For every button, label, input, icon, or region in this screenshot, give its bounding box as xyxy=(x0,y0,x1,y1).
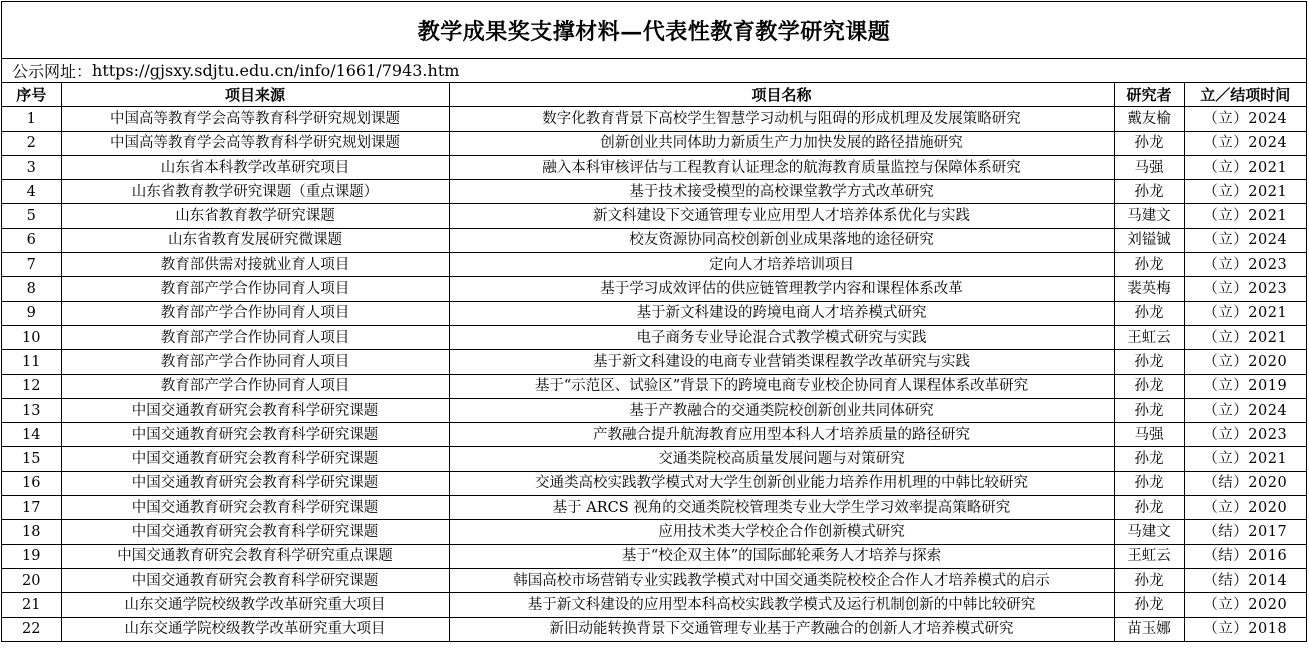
project-time: （立）2021 xyxy=(1184,204,1306,228)
project-time: （立）2021 xyxy=(1184,447,1306,471)
spreadsheet-sheet xyxy=(1,1,1307,642)
project-time: （立）2020 xyxy=(1184,593,1306,617)
row-number: 2 xyxy=(2,131,61,155)
table-row xyxy=(2,277,1306,301)
url-link[interactable]: https://gjsxy.sdjtu.edu.cn/info/1661/7943.htm xyxy=(92,61,460,80)
project-name: 新文科建设下交通管理专业应用型人才培养体系优化与实践 xyxy=(449,204,1114,228)
project-source: 山东省本科教学改革研究项目 xyxy=(61,155,449,179)
project-time: （结）2016 xyxy=(1184,544,1306,568)
project-name: 交通类院校高质量发展问题与对策研究 xyxy=(449,447,1114,471)
researcher: 孙龙 xyxy=(1114,593,1184,617)
row-number: 3 xyxy=(2,155,61,179)
project-name: 应用技术类大学校企合作创新模式研究 xyxy=(449,520,1114,544)
researcher: 王虹云 xyxy=(1114,544,1184,568)
project-time: （立）2019 xyxy=(1184,374,1306,398)
project-source: 教育部产学合作协同育人项目 xyxy=(61,277,449,301)
project-name: 校友资源协同高校创新创业成果落地的途径研究 xyxy=(449,228,1114,252)
row-number: 9 xyxy=(2,301,61,325)
project-source: 中国交通教育研究会教育科学研究课题 xyxy=(61,568,449,592)
project-name: 电子商务专业导论混合式教学模式研究与实践 xyxy=(449,325,1114,349)
table-row xyxy=(2,350,1306,374)
project-time: （立）2024 xyxy=(1184,131,1306,155)
title-row xyxy=(2,2,1306,59)
project-time: （结）2014 xyxy=(1184,568,1306,592)
row-number: 4 xyxy=(2,180,61,204)
table-row xyxy=(2,471,1306,495)
researcher: 孙龙 xyxy=(1114,471,1184,495)
row-number: 15 xyxy=(2,447,61,471)
project-name: 产教融合提升航海教育应用型本科人才培养质量的路径研究 xyxy=(449,423,1114,447)
researcher: 马强 xyxy=(1114,155,1184,179)
project-source: 中国交通教育研究会教育科学研究课题 xyxy=(61,447,449,471)
project-name: 基于“校企双主体”的国际邮轮乘务人才培养与探索 xyxy=(449,544,1114,568)
row-number: 17 xyxy=(2,496,61,520)
project-source: 山东省教育发展研究微课题 xyxy=(61,228,449,252)
project-time: （结）2020 xyxy=(1184,471,1306,495)
researcher: 戴友榆 xyxy=(1114,107,1184,131)
project-time: （立）2023 xyxy=(1184,253,1306,277)
project-source: 中国交通教育研究会教育科学研究课题 xyxy=(61,471,449,495)
row-number: 6 xyxy=(2,228,61,252)
table-row xyxy=(2,204,1306,228)
project-source: 教育部产学合作协同育人项目 xyxy=(61,325,449,349)
project-time: （立）2021 xyxy=(1184,155,1306,179)
project-time: （立）2024 xyxy=(1184,228,1306,252)
table-row xyxy=(2,568,1306,592)
researcher: 孙龙 xyxy=(1114,253,1184,277)
table-row xyxy=(2,301,1306,325)
row-number: 21 xyxy=(2,593,61,617)
researcher: 孙龙 xyxy=(1114,374,1184,398)
project-time: （立）2024 xyxy=(1184,398,1306,422)
table-row xyxy=(2,374,1306,398)
project-source: 教育部供需对接就业育人项目 xyxy=(61,253,449,277)
researcher: 孙龙 xyxy=(1114,447,1184,471)
project-time: （立）2023 xyxy=(1184,277,1306,301)
table-row xyxy=(2,617,1306,641)
project-source: 山东省教育教学研究课题 xyxy=(61,204,449,228)
project-source: 山东省教育教学研究课题（重点课题） xyxy=(61,180,449,204)
table-row xyxy=(2,155,1306,179)
header-project-name: 项目名称 xyxy=(449,83,1114,107)
url-label: 公示网址： xyxy=(12,62,93,81)
header-number: 序号 xyxy=(2,83,61,107)
project-source: 中国高等教育学会高等教育科学研究规划课题 xyxy=(61,131,449,155)
researcher: 孙龙 xyxy=(1114,568,1184,592)
row-number: 8 xyxy=(2,277,61,301)
project-time: （立）2023 xyxy=(1184,423,1306,447)
researcher: 刘镒铖 xyxy=(1114,228,1184,252)
project-source: 教育部产学合作协同育人项目 xyxy=(61,350,449,374)
row-number: 12 xyxy=(2,374,61,398)
row-number: 11 xyxy=(2,350,61,374)
header-source: 项目来源 xyxy=(61,83,449,107)
table-row xyxy=(2,447,1306,471)
project-name: 基于学习成效评估的供应链管理教学内容和课程体系改革 xyxy=(449,277,1114,301)
row-number: 20 xyxy=(2,568,61,592)
table-header-row xyxy=(2,83,1306,107)
row-number: 18 xyxy=(2,520,61,544)
row-number: 7 xyxy=(2,253,61,277)
row-number: 16 xyxy=(2,471,61,495)
table-row xyxy=(2,253,1306,277)
project-name: 基于新文科建设的跨境电商人才培养模式研究 xyxy=(449,301,1114,325)
project-name: 融入本科审核评估与工程教育认证理念的航海教育质量监控与保障体系研究 xyxy=(449,155,1114,179)
project-name: 基于 ARCS 视角的交通类院校管理类专业大学生学习效率提高策略研究 xyxy=(449,496,1114,520)
row-number: 19 xyxy=(2,544,61,568)
researcher: 王虹云 xyxy=(1114,325,1184,349)
table-row xyxy=(2,398,1306,422)
project-name: 基于技术接受模型的高校课堂教学方式改革研究 xyxy=(449,180,1114,204)
project-source: 中国交通教育研究会教育科学研究课题 xyxy=(61,496,449,520)
researcher: 孙龙 xyxy=(1114,301,1184,325)
table-row xyxy=(2,544,1306,568)
project-name: 交通类高校实践教学模式对大学生创新创业能力培养作用机理的中韩比较研究 xyxy=(449,471,1114,495)
row-number: 1 xyxy=(2,107,61,131)
table-row xyxy=(2,107,1306,131)
page-title: 教学成果奖支撑材料—代表性教育教学研究课题 xyxy=(417,18,891,45)
row-number: 22 xyxy=(2,617,61,641)
researcher: 马建文 xyxy=(1114,520,1184,544)
researcher: 苗玉娜 xyxy=(1114,617,1184,641)
project-source: 中国高等教育学会高等教育科学研究规划课题 xyxy=(61,107,449,131)
table-row xyxy=(2,228,1306,252)
project-time: （结）2017 xyxy=(1184,520,1306,544)
researcher: 孙龙 xyxy=(1114,496,1184,520)
project-table xyxy=(2,83,1306,641)
row-number: 10 xyxy=(2,325,61,349)
project-name: 基于新文科建设的应用型本科高校实践教学模式及运行机制创新的中韩比较研究 xyxy=(449,593,1114,617)
project-name: 定向人才培养培训项目 xyxy=(449,253,1114,277)
url-row xyxy=(2,59,1306,83)
project-source: 中国交通教育研究会教育科学研究重点课题 xyxy=(61,544,449,568)
table-row xyxy=(2,325,1306,349)
row-number: 14 xyxy=(2,423,61,447)
project-source: 中国交通教育研究会教育科学研究课题 xyxy=(61,398,449,422)
project-time: （立）2021 xyxy=(1184,325,1306,349)
project-source: 教育部产学合作协同育人项目 xyxy=(61,374,449,398)
project-source: 中国交通教育研究会教育科学研究课题 xyxy=(61,520,449,544)
project-source: 山东交通学院校级教学改革研究重大项目 xyxy=(61,593,449,617)
project-time: （立）2021 xyxy=(1184,180,1306,204)
project-time: （立）2020 xyxy=(1184,496,1306,520)
table-body xyxy=(2,107,1306,641)
researcher: 孙龙 xyxy=(1114,350,1184,374)
researcher: 孙龙 xyxy=(1114,131,1184,155)
table-row xyxy=(2,131,1306,155)
researcher: 马强 xyxy=(1114,423,1184,447)
header-time: 立／结项时间 xyxy=(1184,83,1306,107)
row-number: 13 xyxy=(2,398,61,422)
project-source: 教育部产学合作协同育人项目 xyxy=(61,301,449,325)
table-row xyxy=(2,180,1306,204)
table-row xyxy=(2,520,1306,544)
project-name: 基于产教融合的交通类院校创新创业共同体研究 xyxy=(449,398,1114,422)
project-name: 基于“示范区、试验区”背景下的跨境电商专业校企协同育人课程体系改革研究 xyxy=(449,374,1114,398)
researcher: 孙龙 xyxy=(1114,398,1184,422)
project-name: 数字化教育背景下高校学生智慧学习动机与阻碍的形成机理及发展策略研究 xyxy=(449,107,1114,131)
researcher: 孙龙 xyxy=(1114,180,1184,204)
table-row xyxy=(2,496,1306,520)
researcher: 马建文 xyxy=(1114,204,1184,228)
project-name: 创新创业共同体助力新质生产力加快发展的路径措施研究 xyxy=(449,131,1114,155)
table-row xyxy=(2,423,1306,447)
project-time: （立）2020 xyxy=(1184,350,1306,374)
project-time: （立）2018 xyxy=(1184,617,1306,641)
header-researcher: 研究者 xyxy=(1114,83,1184,107)
researcher: 裴英梅 xyxy=(1114,277,1184,301)
project-source: 中国交通教育研究会教育科学研究课题 xyxy=(61,423,449,447)
project-time: （立）2024 xyxy=(1184,107,1306,131)
project-time: （立）2021 xyxy=(1184,301,1306,325)
project-source: 山东交通学院校级教学改革研究重大项目 xyxy=(61,617,449,641)
project-name: 韩国高校市场营销专业实践教学模式对中国交通类院校校企合作人才培养模式的启示 xyxy=(449,568,1114,592)
table-row xyxy=(2,593,1306,617)
project-name: 基于新文科建设的电商专业营销类课程教学改革研究与实践 xyxy=(449,350,1114,374)
row-number: 5 xyxy=(2,204,61,228)
project-name: 新旧动能转换背景下交通管理专业基于产教融合的创新人才培养模式研究 xyxy=(449,617,1114,641)
